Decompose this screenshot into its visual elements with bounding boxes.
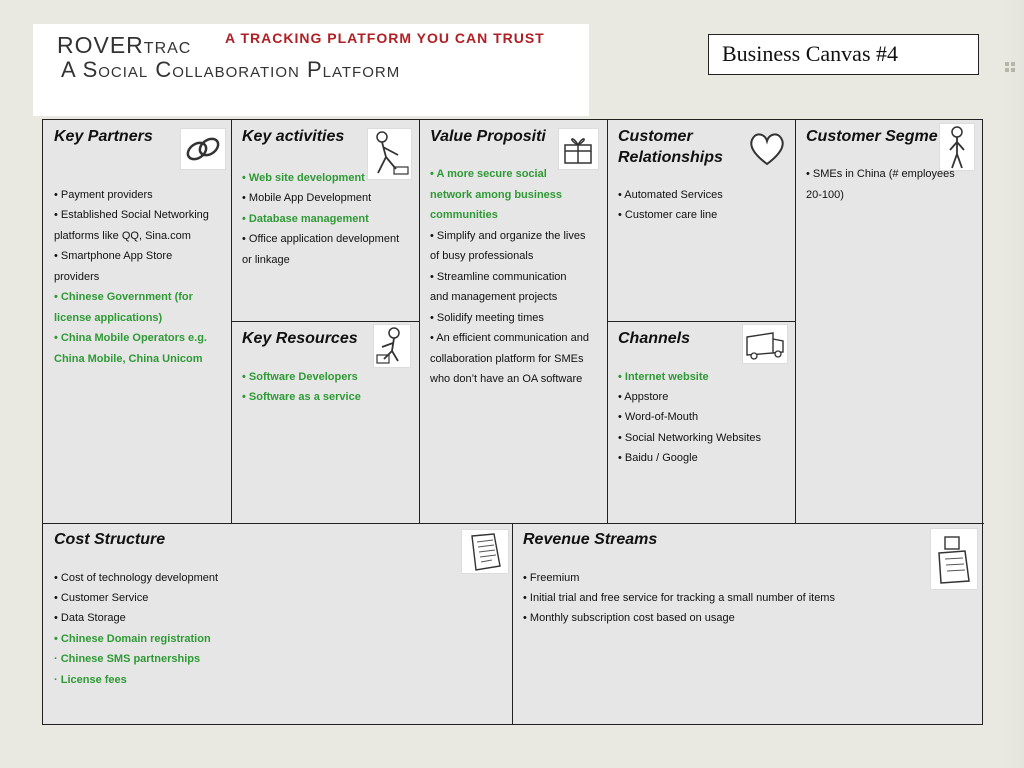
list-item: platforms like QQ, Sina.com <box>54 230 191 242</box>
list-item: • Software Developers <box>242 371 358 383</box>
corner-ornament <box>1005 62 1015 72</box>
list-item: • Customer Service <box>54 592 149 604</box>
list-item: • China Mobile Operators e.g. <box>54 332 207 344</box>
section-title: Cost Structure <box>54 531 166 548</box>
logo-tagline: A TRACKING PLATFORM YOU CAN TRUST <box>225 30 545 46</box>
list-item: • Appstore <box>618 391 669 403</box>
person-working-icon <box>367 128 412 180</box>
list-item: • Database management <box>242 213 369 225</box>
list-item: • A more secure social <box>430 168 547 180</box>
section-title: Key Resources <box>242 330 358 347</box>
list-item: of busy professionals <box>430 250 534 262</box>
logo-banner <box>33 24 589 116</box>
list-item: • Data Storage <box>54 612 126 624</box>
list-item: • Streamline communication <box>430 271 567 283</box>
list-item: • Software as a service <box>242 391 361 403</box>
list-item: or linkage <box>242 254 290 266</box>
list-item: • Office application development <box>242 233 400 245</box>
customer-relationships-section <box>607 120 795 321</box>
logo-subtitle: A Social Collaboration Platform <box>61 57 401 82</box>
list-item: • Baidu / Google <box>618 452 698 464</box>
list-item: • An efficient communication and <box>430 332 589 344</box>
list-item: • Monthly subscription cost based on usage <box>523 612 735 624</box>
list-item: • Solidify meeting times <box>430 312 544 324</box>
list-item: · License fees <box>54 674 127 686</box>
channels-section <box>607 321 795 523</box>
list-item: • Initial trial and free service for tracking a small number of items <box>523 592 835 604</box>
list-item: • Social Networking Websites <box>618 432 762 444</box>
value-propositions-section <box>419 120 607 523</box>
section-title: Value Propositi <box>430 128 546 145</box>
section-title: Customer Segme <box>806 128 938 145</box>
cash-register-icon <box>930 528 978 590</box>
key-resources-section <box>231 321 419 523</box>
list-item: • Web site development <box>242 172 365 184</box>
list-item: and management projects <box>430 291 558 303</box>
list-item: China Mobile, China Unicom <box>54 353 203 365</box>
list-item: • Freemium <box>523 572 580 584</box>
logo-brand: ROVERtrac <box>57 32 192 58</box>
worker-icon <box>373 324 411 368</box>
list-item: • Automated Services <box>618 189 723 201</box>
canvas-title: Business Canvas #4 <box>708 34 979 75</box>
list-item: • Cost of technology development <box>54 572 219 584</box>
list-item: providers <box>54 271 100 283</box>
list-item: communities <box>430 209 498 221</box>
section-title: Channels <box>618 330 691 347</box>
revenue-streams-section <box>512 523 983 725</box>
cost-structure-section <box>43 523 512 725</box>
list-item: · Chinese SMS partnerships <box>54 653 201 665</box>
key-partners-section <box>43 120 231 523</box>
list-item: • Internet website <box>618 371 709 383</box>
business-model-canvas <box>42 119 983 725</box>
section-title: Key activities <box>242 128 345 145</box>
truck-icon <box>742 324 788 364</box>
list-item: • Word-of-Mouth <box>618 411 699 423</box>
customer-segments-section <box>795 120 983 523</box>
list-item: • Payment providers <box>54 189 153 201</box>
key-activities-section <box>231 120 419 321</box>
list-item: • SMEs in China (# employees <box>806 168 955 180</box>
heart-icon <box>747 130 787 168</box>
section-title: Customer <box>618 128 693 145</box>
chain-link-icon <box>180 128 226 170</box>
list-item: network among business <box>430 189 563 201</box>
document-icon <box>461 529 509 574</box>
section-title: Relationships <box>618 149 723 166</box>
list-item: 20-100) <box>806 189 844 201</box>
list-item: • Established Social Networking <box>54 209 209 221</box>
list-item: • Chinese Government (for <box>54 291 193 303</box>
list-item: collaboration platform for SMEs <box>430 353 584 365</box>
section-title: Key Partners <box>54 128 153 145</box>
slide-edge <box>1006 0 1024 768</box>
list-item: • Chinese Domain registration <box>54 633 211 645</box>
list-item: license applications) <box>54 312 163 324</box>
list-item: • Mobile App Development <box>242 192 372 204</box>
list-item: • Simplify and organize the lives <box>430 230 586 242</box>
list-item: • Smartphone App Store <box>54 250 173 262</box>
list-item: who don’t have an OA software <box>430 373 583 385</box>
gift-icon <box>558 128 599 170</box>
list-item: • Customer care line <box>618 209 718 221</box>
section-title: Revenue Streams <box>523 531 658 548</box>
